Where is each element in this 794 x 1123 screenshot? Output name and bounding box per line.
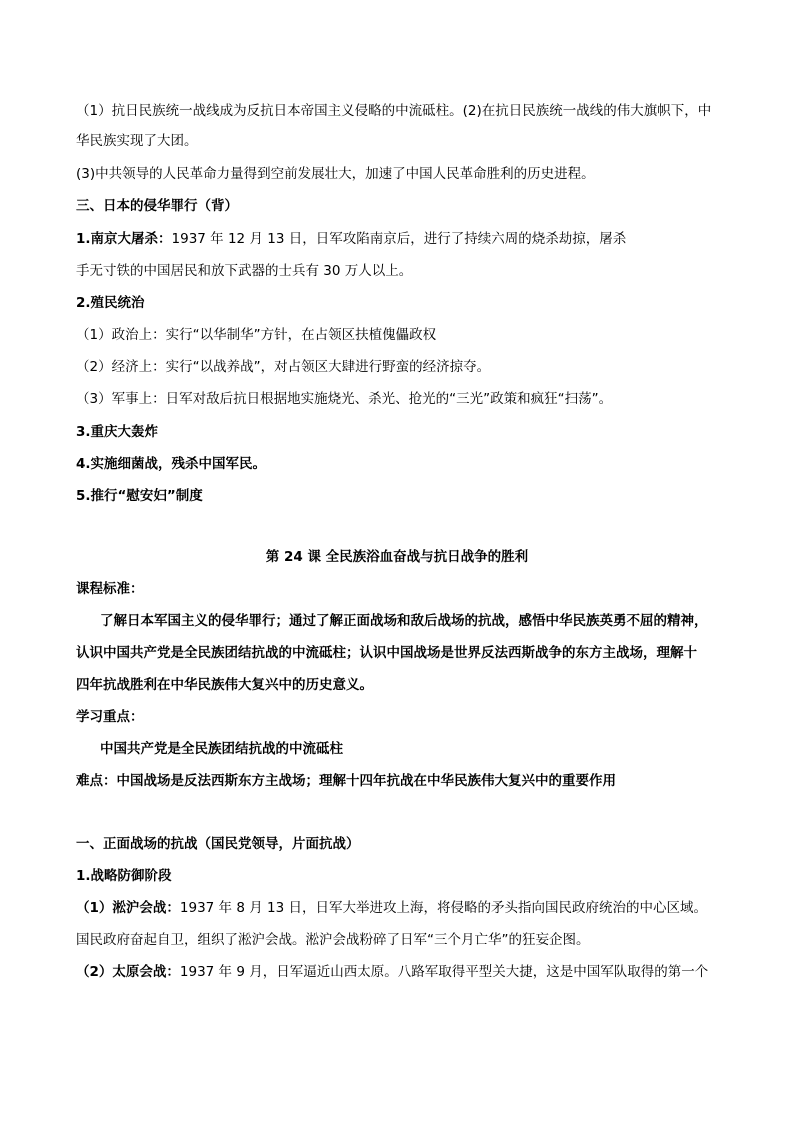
term-label: 1.南京大屠杀： [76,231,172,247]
section-heading: 三、日本的侵华罪行（背） [76,198,238,214]
term-body: 1937 年 8 月 13 日，日军大举进攻上海，将侵略的矛头指向国民政府统治的中心区域。 [179,900,707,916]
text-line: （3）军事上：日军对敌后抗日根据地实施烧光、杀光、抢光的“三光”政策和疯狂“扫荡”。 [76,391,613,407]
text-line: 手无寸铁的中国居民和放下武器的士兵有 30 万人以上。 [76,263,413,279]
text-line [76,898,794,918]
term-body: 1937 年 12 月 13 日，日军攻陷南京后，进行了持续六周的烧杀劫掠，屠杀 [171,231,627,247]
section-heading: 一、正面战场的抗战（国民党领导，片面抗战） [76,836,360,852]
label-curriculum: 课程标准： [76,581,144,597]
text-line: 四年抗战胜利在中华民族伟大复兴中的历史意义。 [76,677,373,693]
subheading: 1.战略防御阶段 [76,868,172,884]
term-label: （1）淞沪会战： [76,900,180,916]
text-line: 认识中国共产党是全民族团结抗战的中流砥柱；认识中国战场是世界反法西斯战争的东方主战场，理解十 [76,645,697,661]
text-line: （1）抗日民族统一战线成为反抗日本帝国主义侵略的中流砥柱。(2)在抗日民族统一战线的伟大旗帜下，中 [76,103,712,119]
term-label: （2）太原会战： [76,964,180,980]
subheading: 3.重庆大轰炸 [76,424,159,440]
subheading: 4.实施细菌战，残杀中国军民。 [76,456,267,472]
text-line: （1）政治上：实行“以华制华”方针，在占领区扶植傀儡政权 [76,327,437,343]
text-line: (3)中共领导的人民革命力量得到空前发展壮大，加速了中国人民革命胜利的历史进程。 [76,166,595,182]
text-line [76,229,794,249]
text-line: 中国共产党是全民族团结抗战的中流砥柱 [100,741,343,757]
label-key-point: 学习重点： [76,709,144,725]
text-line: 华民族实现了大团。 [76,133,198,149]
text-line [76,962,794,982]
text-line: 了解日本军国主义的侵华罪行；通过了解正面战场和敌后战场的抗战，感悟中华民族英勇不屈的精神， [100,613,708,629]
subheading: 2.殖民统治 [76,295,145,311]
term-body: 1937 年 9 月，日军逼近山西太原。八路军取得平型关大捷，这是中国军队取得的第一个 [179,964,709,980]
subheading: 5.推行“慰安妇”制度 [76,488,203,504]
text-line: （2）经济上：实行“以战养战”，对占领区大肆进行野蛮的经济掠夺。 [76,359,491,375]
text-line: 难点：中国战场是反法西斯东方主战场；理解十四年抗战在中华民族伟大复兴中的重要作用 [76,773,616,789]
text-line: 国民政府奋起自卫，组织了淞沪会战。淞沪会战粉碎了日军“三个月亡华”的狂妄企图。 [76,932,590,948]
lesson-title: 第 24 课 全民族浴血奋战与抗日战争的胜利 [265,549,529,565]
